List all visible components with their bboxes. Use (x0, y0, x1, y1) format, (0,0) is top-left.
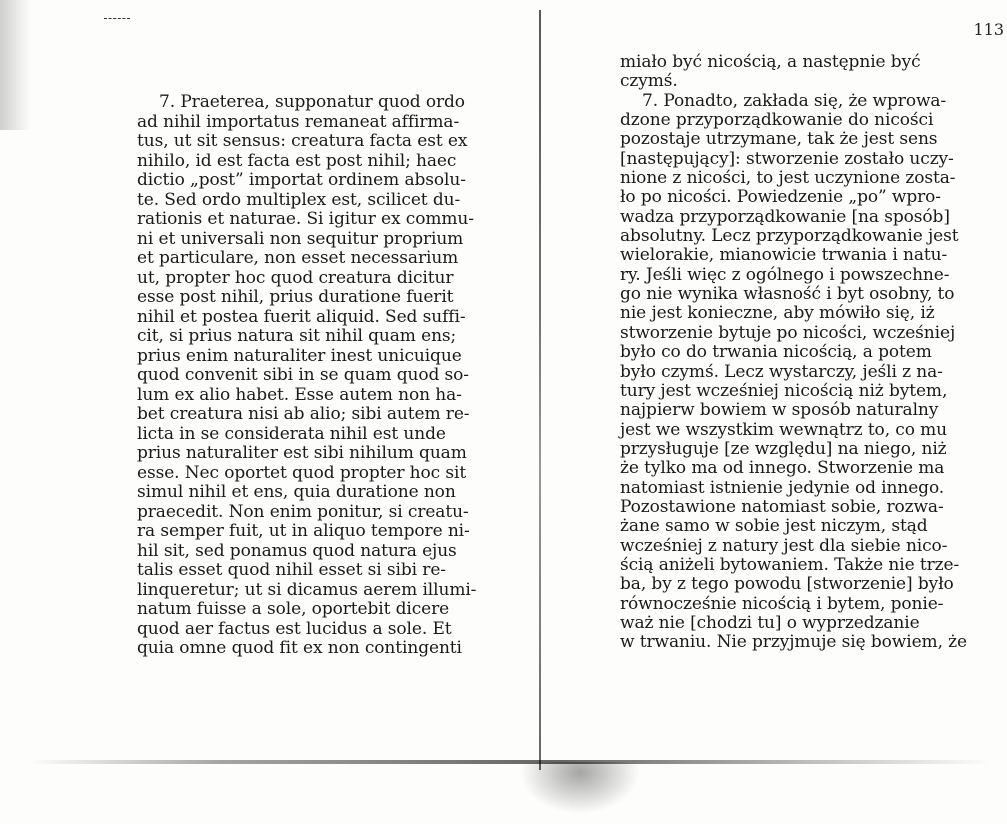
text-line: jest we wszystkim wewnątrz to, co mu (620, 419, 948, 440)
text-line: prius enim naturaliter inest unicuique (137, 345, 462, 366)
text-line: absolutny. Lecz przyporządkowanie jest (620, 226, 959, 247)
text-line: dzone przyporządkowanie do nicości (620, 110, 934, 131)
book-gutter (539, 10, 541, 770)
text-line: nihilo, id est facta est post nihil; haec (137, 150, 457, 171)
text-line: ra semper fuit, ut in aliquo tempore ni- (137, 521, 470, 541)
text-line: wielorakie, mianowicie trwania i natu- (620, 245, 948, 266)
text-line: stworzenie bytuje po nicości, wcześniej (620, 322, 956, 343)
text-line: ni et universali non sequitur proprium (137, 228, 464, 249)
text-line: Pozostawione natomiast sobie, rozwa- (620, 496, 944, 517)
text-line: [następujący]: stworzenie zostało uczy- (620, 148, 954, 169)
text-line: quia omne quod fit ex non contingenti (137, 638, 462, 658)
text-line: że tylko ma od innego. Stworzenie ma (620, 458, 945, 479)
text-line: przysługuje [ze względu] na niego, niż (620, 438, 947, 459)
text-line: ba, by z tego powodu [stworzenie] było (620, 574, 954, 595)
text-line: nione z nicości, to jest uczynione zosta- (620, 168, 956, 189)
text-line: wadza przyporządkowanie [na sposób] (620, 206, 950, 227)
text-line: żane samo w sobie jest niczym, stąd (620, 516, 928, 537)
text-line: et particulare, non esset necessarium (137, 248, 459, 268)
text-line: linqueretur; ut si dicamus aerem illumi- (137, 579, 477, 600)
text-line: równocześnie nicością i bytem, ponie- (620, 593, 944, 614)
text-line: było co do trwania nicością, a potem (620, 342, 932, 363)
text-line: dictio „post” importat ordinem absolu- (137, 170, 466, 190)
text-line: bet creatura nisi ab alio; sibi autem re- (137, 404, 470, 424)
text-line: talis esset quod nihil esset si sibi re- (137, 560, 446, 580)
text-line: tus, ut sit sensus: creatura facta est ex (137, 131, 468, 151)
scan-edge-shadow (0, 0, 44, 130)
text-line: natomiast istnienie jedynie od innego. (620, 477, 945, 498)
text-line: 7. Ponadto, zakłada się, że wprowa- (642, 90, 947, 111)
page-number: 113 (973, 20, 1004, 39)
text-line: najpierw bowiem w sposób naturalny (620, 400, 939, 421)
text-line: esse post nihil, prius duratione fuerit (137, 287, 454, 307)
scan-smudge (520, 762, 640, 814)
text-line: licta in se considerata nihil est unde (137, 423, 446, 444)
text-line: rationis et naturae. Si igitur ex commu- (137, 209, 474, 229)
text-line: quod convenit sibi in se quam quod so- (137, 365, 469, 385)
text-line: ścią aniżeli bytowaniem. Także nie trze- (620, 554, 960, 575)
text-line: tury jest wcześniej nicością niż bytem, (620, 380, 948, 401)
text-line: ry. Jeśli więc z ogólnego i powszechne- (620, 264, 950, 285)
text-line: nihil et postea fuerit aliquid. Sed suffi- (137, 306, 466, 327)
page-bottom-edge (30, 760, 990, 764)
text-line: te. Sed ordo multiplex est, scilicet du- (137, 189, 461, 210)
text-line: esse. Nec oportet quod propter hoc sit (137, 462, 467, 483)
text-line: simul nihil et ens, quia duratione non (137, 482, 456, 502)
polish-text-column (620, 52, 967, 653)
text-line: ut, propter hoc quod creatura dicitur (137, 267, 454, 288)
text-line: natum fuisse a sole, oportebit dicere (137, 599, 450, 619)
text-line: ad nihil importatus remaneat affirma- (137, 111, 460, 132)
text-line: miało być nicością, a następnie być (620, 52, 921, 72)
text-line: wcześniej z natury jest dla siebie nico- (620, 535, 948, 556)
text-line: praecedit. Non enim ponitur, si creatu- (137, 501, 469, 522)
text-line: nie jest konieczne, aby mówiło się, iż (620, 303, 935, 324)
text-line: ło po nicości. Powiedzenie „po” wpro- (620, 187, 941, 208)
text-line: waż nie [chodzi tu] o wyprzedzanie (620, 612, 920, 633)
text-line: czymś. (620, 71, 678, 92)
text-line: w trwaniu. Nie przyjmuje się bowiem, że (620, 632, 967, 653)
text-line: 7. Praeterea, supponatur quod ordo (159, 92, 465, 112)
text-line: lum ex alio habet. Esse autem non ha- (137, 384, 462, 405)
text-line: cit, si prius natura sit nihil quam ens; (137, 326, 457, 346)
text-line: pozostaje utrzymane, tak że jest sens (620, 129, 938, 150)
text-line: prius naturaliter est sibi nihilum quam (137, 443, 467, 463)
latin-text-column (137, 93, 483, 659)
text-line: było czymś. Lecz wystarczy, jeśli z na- (620, 361, 943, 382)
text-line: go nie wynika własność i byt osobny, to (620, 284, 955, 305)
text-line: quod aer factus est lucidus a sole. Et (137, 618, 452, 639)
text-line: hil sit, sed ponamus quod natura ejus (137, 540, 457, 561)
top-dash-mark (104, 18, 130, 19)
